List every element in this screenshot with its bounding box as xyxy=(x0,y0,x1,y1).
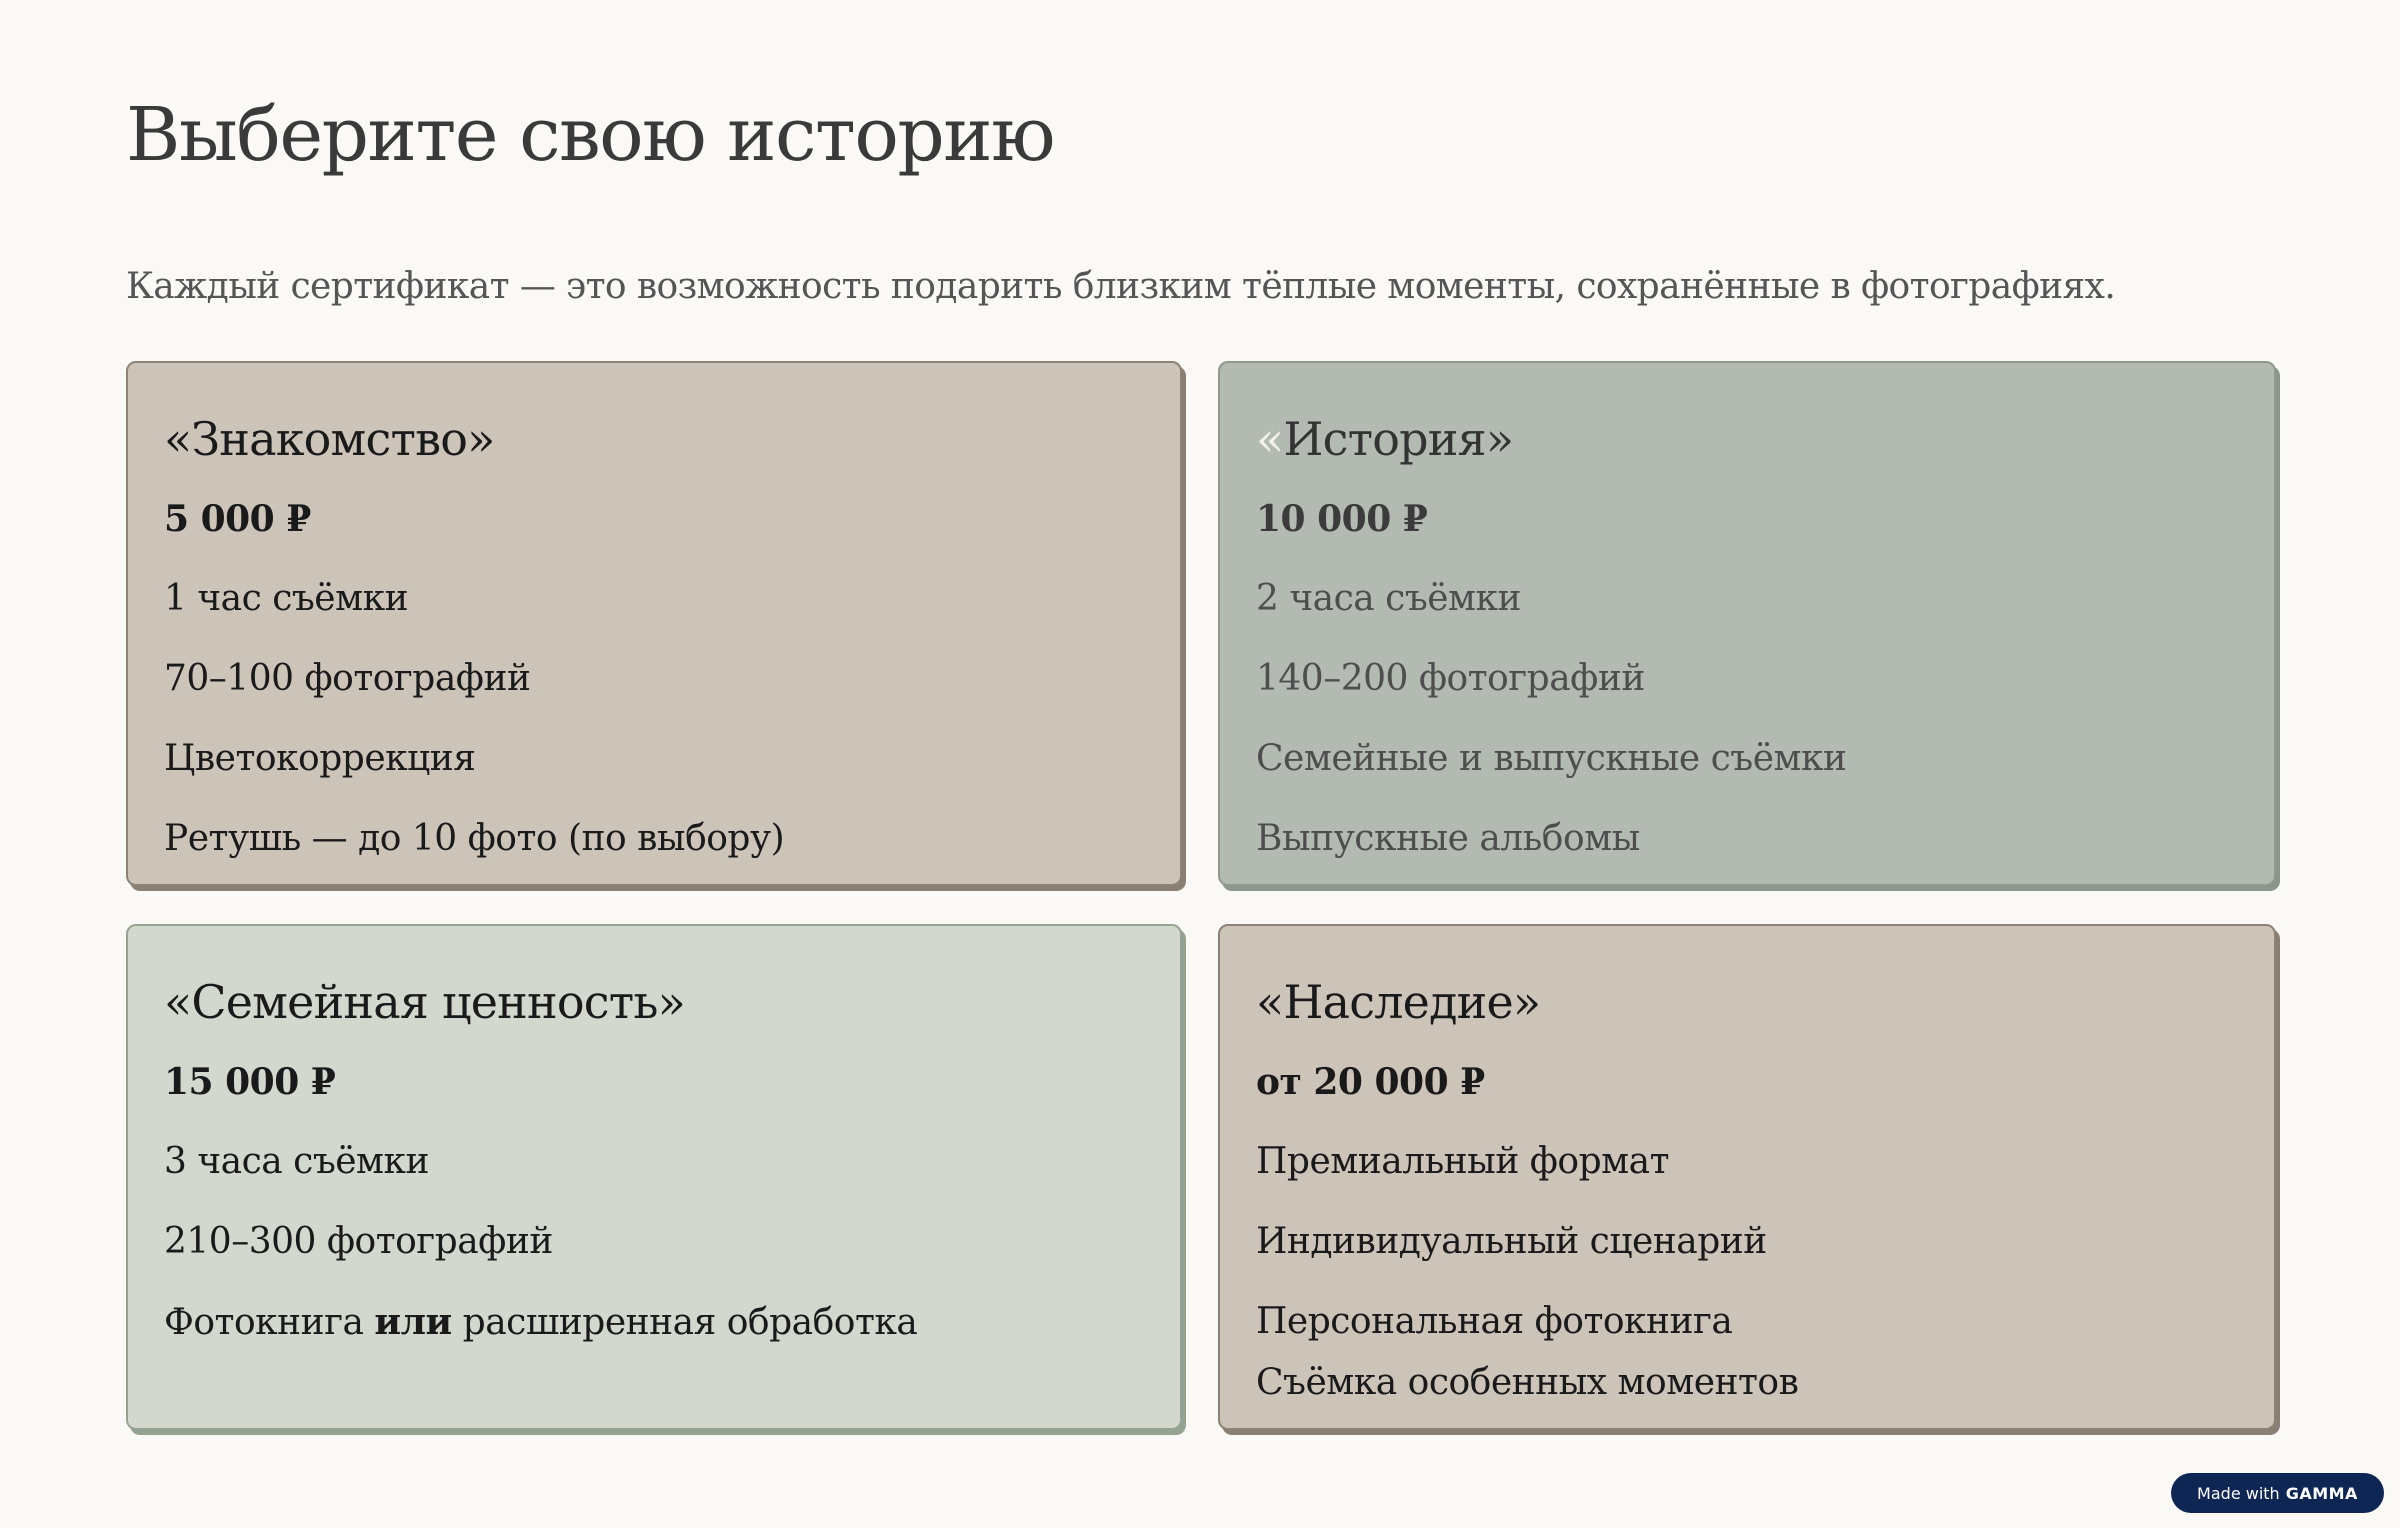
card-price: от 20 000 ₽ xyxy=(1256,1061,1485,1103)
feature-item: 210–300 фотографий xyxy=(164,1221,553,1262)
feature-list xyxy=(1256,1122,2238,1412)
certificate-card-semeynaya-tsennost xyxy=(126,924,1182,1430)
feature-item: 140–200 фотографий xyxy=(1256,658,1645,699)
feature-list xyxy=(164,1122,1144,1363)
page-title: Выберите свою историю xyxy=(126,92,1055,178)
feature-emphasis: или xyxy=(374,1301,452,1343)
made-with-gamma-badge[interactable] xyxy=(2171,1473,2384,1513)
feature-item: Съёмка особенных моментов xyxy=(1256,1362,1799,1403)
feature-list xyxy=(164,559,1144,879)
feature-item: Семейные и выпускные съёмки xyxy=(1256,738,1847,779)
feature-item xyxy=(164,1282,1144,1363)
card-title-text: История» xyxy=(1283,412,1514,466)
feature-list xyxy=(1256,559,2238,879)
page-subtitle: Каждый сертификат — это возможность подарить близким тёплые моменты, сохранённые в фотографиях. xyxy=(126,266,2116,307)
certificate-card-znakomstvo xyxy=(126,361,1182,886)
feature-text: Фотокнига xyxy=(164,1302,375,1343)
gamma-logo: GAMMA xyxy=(2285,1483,2358,1503)
card-price: 10 000 ₽ xyxy=(1256,498,1428,540)
card-price: 15 000 ₽ xyxy=(164,1061,336,1103)
card-title-open-quote: « xyxy=(1256,412,1284,466)
feature-item: 1 час съёмки xyxy=(164,578,409,619)
card-title xyxy=(1256,363,2238,479)
feature-item: Ретушь — до 10 фото (по выбору) xyxy=(164,818,785,859)
card-title: «Наследие» xyxy=(1256,975,1541,1029)
card-price: 5 000 ₽ xyxy=(164,498,311,540)
feature-item: 3 часа съёмки xyxy=(164,1141,430,1182)
feature-item: Индивидуальный сценарий xyxy=(1256,1221,1767,1262)
card-title: «Знакомство» xyxy=(164,412,495,466)
feature-item: Цветокоррекция xyxy=(164,738,476,779)
feature-text: расширенная обработка xyxy=(451,1302,918,1343)
certificate-card-nasledie xyxy=(1218,924,2276,1430)
feature-item: 2 часа съёмки xyxy=(1256,578,1522,619)
feature-item: 70–100 фотографий xyxy=(164,658,531,699)
card-title: «Семейная ценность» xyxy=(164,975,685,1029)
feature-item: Персональная фотокнига xyxy=(1256,1301,1733,1342)
feature-item: Премиальный формат xyxy=(1256,1141,1670,1182)
feature-item: Выпускные альбомы xyxy=(1256,818,1640,859)
badge-prefix: Made with xyxy=(2197,1483,2280,1503)
certificate-card-istoriya xyxy=(1218,361,2276,886)
